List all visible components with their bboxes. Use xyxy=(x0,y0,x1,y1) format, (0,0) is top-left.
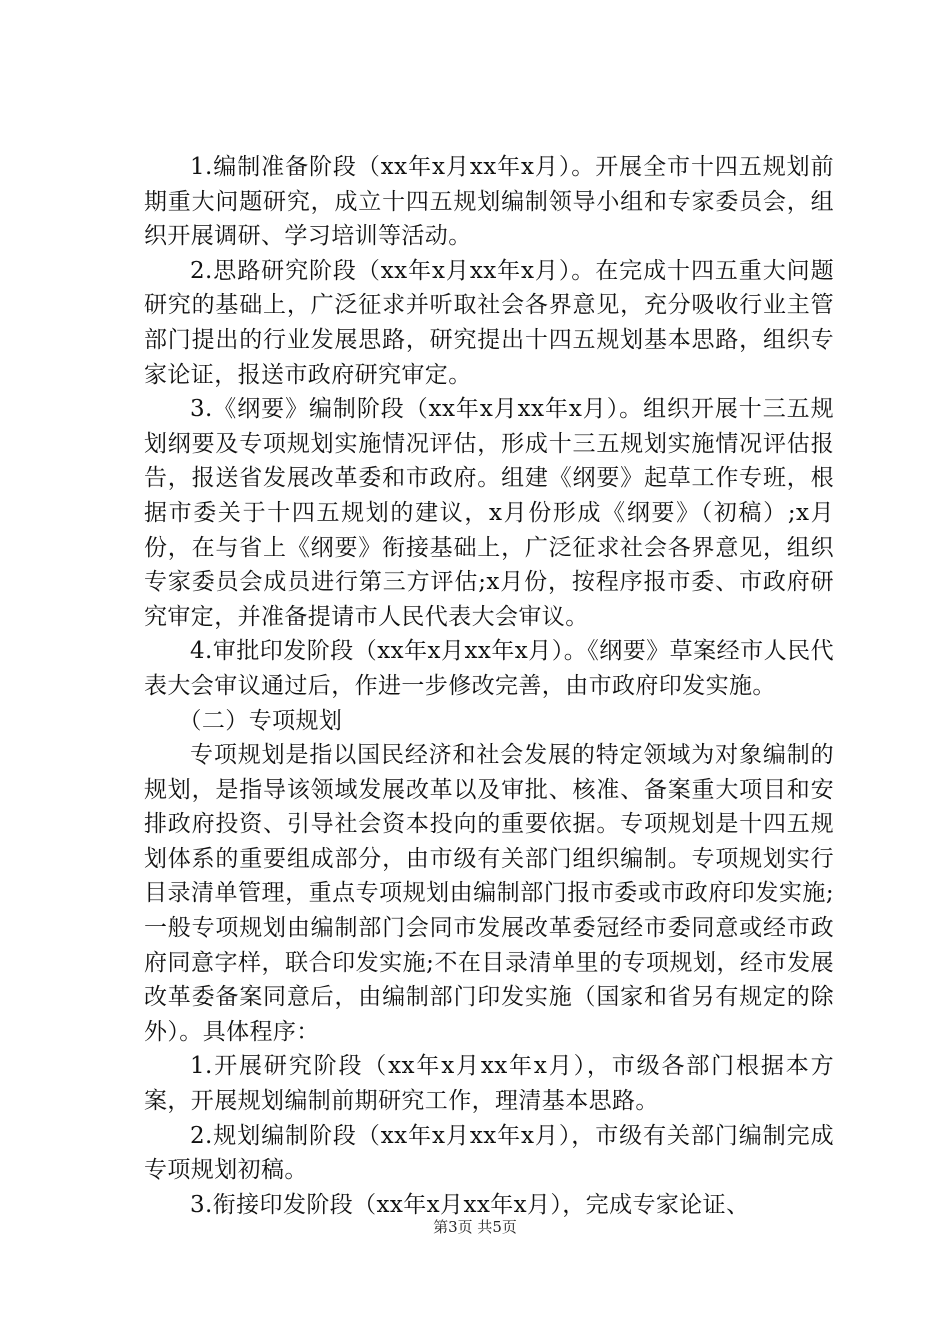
paragraph-stage-4-approval: 4.审批印发阶段（xx年x月xx年x月）。《纲要》草案经市人民代表大会审议通过后，作进一步修改完善，由市政府印发实施。 xyxy=(144,638,834,699)
page-number-footer: 第3页 共5页 xyxy=(433,1218,517,1236)
paragraph-stage-2-research: 2.思路研究阶段（xx年x月xx年x月）。在完成十四五重大问题研究的基础上，广泛征求并听取社会各界意见，充分吸收行业主管部门提出的行业发展思路，研究提出十四五规划基本思路，组织专家论证，报送市政府研究审定。 xyxy=(144,257,834,388)
paragraph-special-plans-intro: 专项规划是指以国民经济和社会发展的特定领域为对象编制的规划，是指导该领域发展改革以及审批、核准、备案重大项目和安排政府投资、引导社会资本投向的重要依据。专项规划是十四五规划体系的重要组成部分，由市级有关部门组织编制。专项规划实行目录清单管理，重点专项规划由编制部门报市委或市政府印发实施;一般专项规划由编制部门会同市发展改革委冠经市委同意或经市政府同意字样，联合印发实施;不在目录清单里的专项规划，经市发展改革委备案同意后，由编制部门印发实施（国家和省另有规定的除外）。具体程序： xyxy=(144,742,834,1045)
paragraph-special-stage-1: 1.开展研究阶段（xx年x月xx年x月），市级各部门根据本方案，开展规划编制前期研究工作，理清基本思路。 xyxy=(144,1053,834,1115)
section-heading-special-plans: （二）专项规划 xyxy=(178,707,343,734)
document-body xyxy=(144,150,834,1222)
paragraph-stage-1-preparation: 1.编制准备阶段（xx年x月xx年x月）。开展全市十四五规划前期重大问题研究，成立十四五规划编制领导小组和专家委员会，组织开展调研、学习培训等活动。 xyxy=(144,154,834,250)
paragraph-special-stage-2: 2.规划编制阶段（xx年x月xx年x月），市级有关部门编制完成专项规划初稿。 xyxy=(144,1122,834,1184)
paragraph-stage-3-outline: 3.《纲要》编制阶段（xx年x月xx年x月）。组织开展十三五规划纲要及专项规划实施情况评估，形成十三五规划实施情况评估报告，报送省发展改革委和市政府。组建《纲要》起草工作专班，根据市委关于十四五规划的建议，x月份形成《纲要》（初稿）;x月份，在与省上《纲要》衔接基础上，广泛征求社会各界意见，组织专家委员会成员进行第三方评估;x月份，按程序报市委、市政府研究审定，并准备提请市人民代表大会审议。 xyxy=(144,396,834,630)
paragraph-special-stage-3: 3.衔接印发阶段（xx年x月xx年x月），完成专家论证、 xyxy=(190,1191,750,1218)
